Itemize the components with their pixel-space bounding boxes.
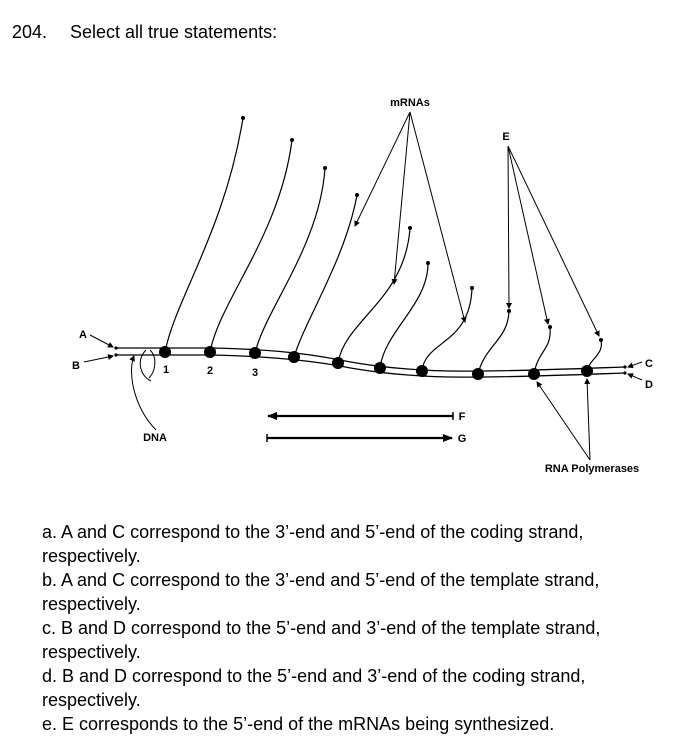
dna-end-dot-d	[623, 371, 626, 374]
rna-polymerase	[528, 368, 540, 380]
label-number-3: 3	[251, 367, 259, 379]
rna-polymerase	[472, 368, 484, 380]
rna-polymerases-pointer	[537, 382, 590, 460]
option-c: c. B and D correspond to the 5’-end and 3’-end of the template strand, respectively.	[42, 618, 601, 662]
label-f: F	[458, 411, 466, 423]
mrna-4	[294, 195, 357, 357]
dna-bracket	[149, 350, 155, 378]
mrna-9	[534, 327, 550, 374]
dna-end-dot-c	[623, 365, 626, 368]
dna-bottom-strand	[116, 355, 625, 377]
mrna-5	[338, 228, 410, 363]
e-pointer	[508, 146, 548, 324]
label-mrnas: mRNAs	[390, 97, 430, 109]
rna-polymerase	[204, 346, 216, 358]
e-pointer	[508, 146, 509, 308]
label-dna: DNA	[143, 432, 167, 444]
label-rna-polymerases: RNA Polymerases	[544, 463, 640, 475]
mrna-end-dot	[323, 166, 327, 170]
rna-polymerase	[374, 362, 386, 374]
label-g: G	[457, 433, 467, 445]
e-pointer	[508, 146, 599, 336]
label-number-1: 1	[162, 364, 170, 376]
mrna-3	[255, 168, 325, 353]
mrna-2	[210, 140, 292, 352]
d-pointer	[628, 374, 642, 380]
mrna-end-dot	[290, 138, 294, 142]
dna-top-strand	[116, 348, 625, 371]
rna-polymerase	[332, 357, 344, 369]
option-e: e. E corresponds to the 5’-end of the mRNAs being synthesized.	[42, 714, 555, 734]
mrna-8	[478, 311, 509, 374]
mrnas-pointer	[355, 112, 410, 226]
option-d: d. B and D correspond to the 5’-end and 3’-end of the coding strand, respectively.	[42, 666, 586, 710]
rna-polymerase	[249, 347, 261, 359]
question-number: 204.	[12, 22, 48, 42]
mrna-end-dot	[507, 309, 511, 313]
dna-end-dot-a	[114, 346, 117, 349]
label-a: A	[79, 329, 87, 341]
label-c: C	[645, 358, 653, 370]
mrna-end-dot	[548, 325, 552, 329]
label-e: E	[502, 131, 510, 143]
c-pointer	[628, 362, 642, 367]
rna-polymerase	[288, 351, 300, 363]
rna-polymerase	[581, 365, 593, 377]
mrna-end-dot	[355, 193, 359, 197]
mrna-end-dot	[599, 338, 603, 342]
label-b: B	[72, 360, 80, 372]
label-d: D	[645, 379, 653, 391]
mrna-6	[380, 263, 428, 368]
mrna-end-dot	[426, 261, 430, 265]
label-number-2: 2	[206, 365, 214, 377]
rna-polymerase	[159, 346, 171, 358]
mrna-end-dot	[470, 286, 474, 290]
mrna-end-dot	[408, 226, 412, 230]
dna-end-dot-b	[114, 353, 117, 356]
option-a: a. A and C correspond to the 3’-end and 5’-end of the coding strand, respectively.	[42, 522, 584, 566]
option-b: b. A and C correspond to the 3’-end and 5’-end of the template strand, respectively.	[42, 570, 600, 614]
mrna-1	[165, 118, 243, 352]
mrnas-pointer	[394, 112, 410, 284]
question-prompt: Select all true statements:	[70, 22, 278, 42]
dna-pointer	[132, 356, 156, 430]
answer-options	[42, 520, 652, 736]
a-pointer	[90, 335, 113, 347]
b-pointer	[84, 356, 113, 362]
mrnas-pointer	[410, 112, 465, 322]
rna-polymerase	[416, 365, 428, 377]
rna-polymerases-pointer	[587, 379, 590, 460]
mrna-7	[422, 288, 472, 371]
mrna-end-dot	[241, 116, 245, 120]
